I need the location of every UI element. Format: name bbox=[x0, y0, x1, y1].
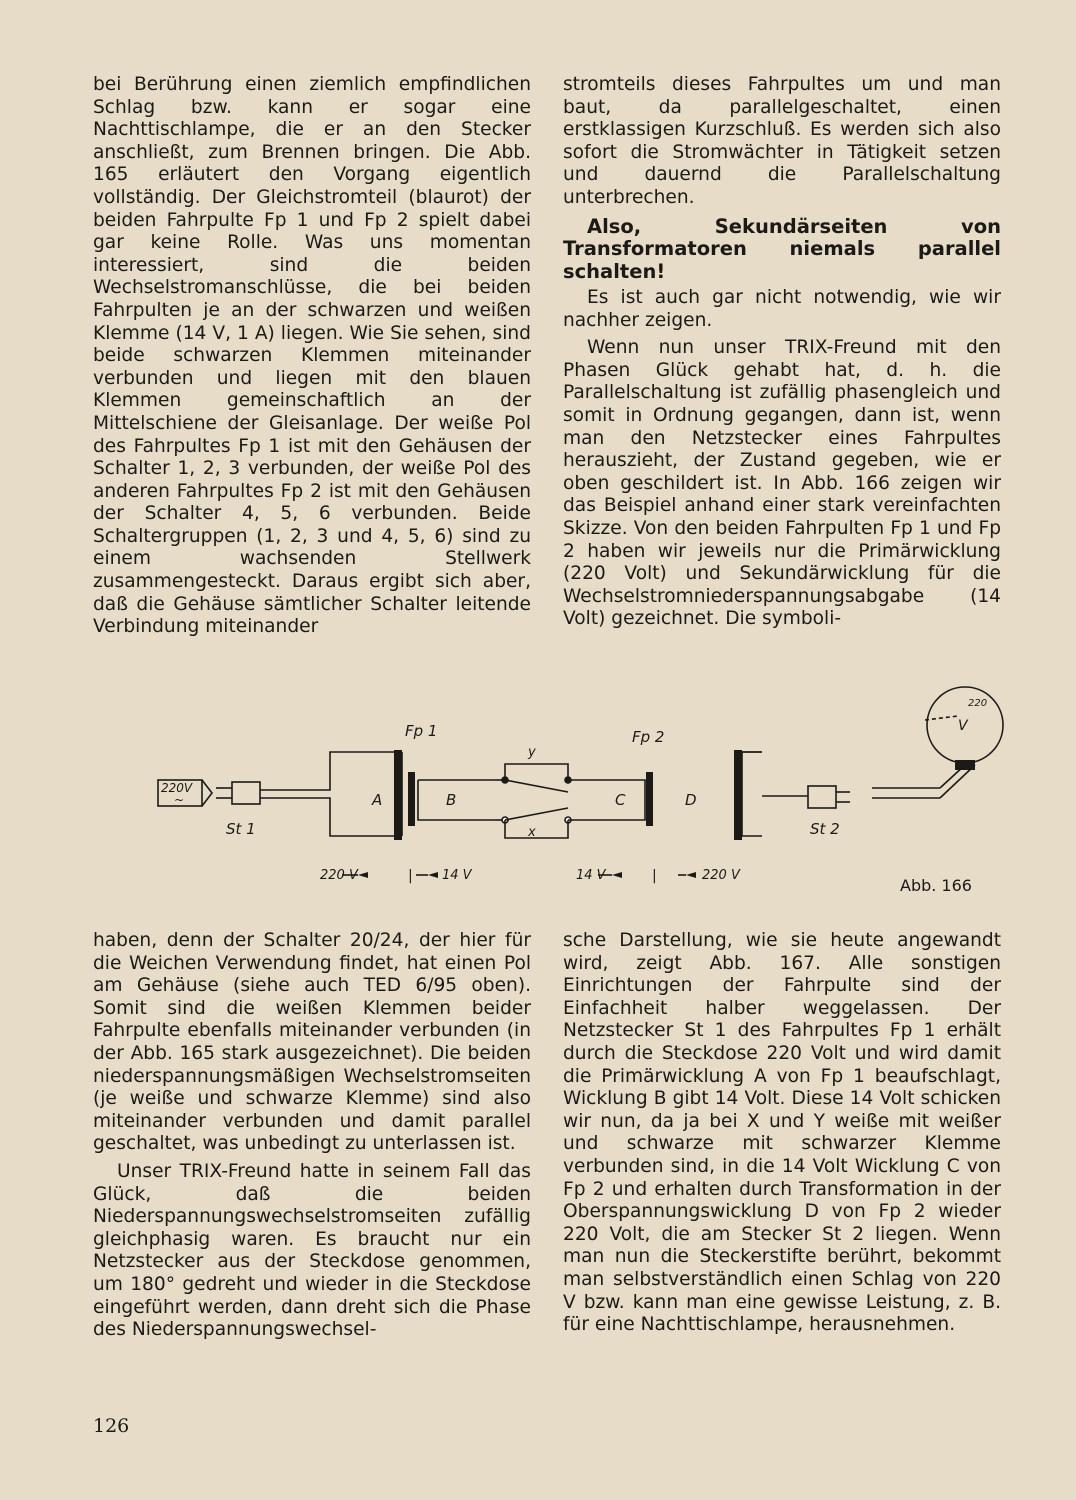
right-secondary-voltage: 14 V bbox=[576, 868, 606, 883]
voltmeter-label: V bbox=[958, 718, 968, 734]
page-number: 126 bbox=[93, 1415, 130, 1437]
source-voltage-label: 220V bbox=[161, 781, 193, 795]
source-ac-symbol: ~ bbox=[174, 793, 185, 807]
winding-a-label: A bbox=[372, 791, 383, 809]
plug-st2-label: St 2 bbox=[810, 820, 840, 838]
switch-y-label: y bbox=[528, 745, 536, 760]
paragraph: bei Berührung einen ziemlich empfindlichen Schlag bzw. kann er sogar eine Nachttischlampe, die er an den Stecker anschließt, zum Brennen bringen. Die Abb. 165 erläutert den Vorgang eigentlich vollständig. Der Gleichstromteil (blaurot) der beiden Fahrpulte Fp 1 und Fp 2 spielt dabei gar keine Rolle. Was uns momentan interessiert, sind die beiden Wechselstromanschlüsse, die bei beiden Fahrpulten je an der schwarzen und weißen Klemme (14 V, 1 A) liegen. Wie Sie sehen, sind beide schwarzen Klemmen miteinander verbunden und liegen mit den blauen Klemmen gemeinschaftlich an der Mittelschiene der Gleisanlage. Der weiße Pol des Fahrpultes Fp 1 ist mit den Gehäusen der Schalter 1, 2, 3 verbunden, der weiße Pol des anderen Fahrpultes Fp 2 ist mit den Gehäusen der Schalter 4, 5, 6 verbunden. Beide Schaltergruppen (1, 2, 3 und 4, 5, 6) sind zu einem wachsenden Stellwerk zusammengesteckt. Daraus ergibt sich aber, daß die Gehäuse sämtlicher Schalter leitende Verbindung miteinander bbox=[93, 74, 531, 638]
winding-d-label: D bbox=[685, 791, 697, 809]
paragraph: stromteils dieses Fahrpultes um und man baut, da parallelgeschaltet, einen erstklassigen Kurzschluß. Es werden sich also sofort die Stromwächter in Tätigkeit setzen und dauernd die Parallelschaltung unterbrechen. bbox=[563, 74, 1001, 208]
figure-caption: Abb. 166 bbox=[900, 876, 972, 895]
paragraph: Unser TRIX-Freund hatte in seinem Fall das Glück, daß die beiden Niederspannungswechselstromseiten zufällig gleichphasig waren. Es braucht nur ein Netzstecker aus der Steckdose genommen, um 180° gedreht und wieder in die Steckdose eingeführt werden, dann dreht sich die Phase des Niederspannungswechsel- bbox=[93, 1160, 531, 1341]
left-primary-voltage: 220 V bbox=[320, 868, 358, 883]
top-left-column bbox=[93, 74, 531, 639]
paragraph: sche Darstellung, wie sie heute angewandt wird, zeigt Abb. 167. Alle sonstigen Einrichtungen der Fahrpulte sind der Einfachheit halber weggelassen. Der Netzstecker St 1 des Fahrpultes Fp 1 erhält durch die Steckdose 220 Volt und wird damit die Primärwicklung A von Fp 1 beaufschlagt, Wicklung B gibt 14 Volt. Diese 14 Volt schicken wir nun, da ja bei X und Y weiße mit weißer und schwarze mit schwarzer Klemme verbunden sind, in die 14 Volt Wicklung C von Fp 2 und erhalten durch Transformation in der Oberspannungswicklung D von Fp 2 wieder 220 Volt, die am Stecker St 2 liegen. Wenn man nun die Steckerstifte berührt, bekommt man selbstverständlich einen Schlag von 220 V bzw. kann man eine gewisse Leistung, z. B. für eine Nachttischlampe, herausnehmen. bbox=[563, 930, 1001, 1336]
circuit-diagram bbox=[150, 680, 1010, 905]
paragraph: haben, denn der Schalter 20/24, der hier für die Weichen Verwendung findet, hat einen Pol am Gehäuse (siehe auch TED 6/95 oben). Somit sind die weißen Klemmen beider Fahrpulte ebenfalls miteinander verbunden (in der Abb. 165 stark ausgezeichnet). Die beiden niederspannungsmäßigen Wechselstromseiten (je weiße und schwarze Klemme) sind also miteinander verbunden und damit parallel geschaltet, was unbedingt zu unterlassen ist. bbox=[93, 930, 531, 1155]
bottom-right-column bbox=[563, 930, 1001, 1337]
left-divider: | bbox=[408, 868, 413, 884]
voltmeter-scale-label: 220 bbox=[968, 698, 988, 709]
bottom-left-column bbox=[93, 930, 531, 1342]
right-divider: | bbox=[652, 868, 657, 884]
left-secondary-voltage: 14 V bbox=[442, 868, 472, 883]
winding-c-label: C bbox=[615, 791, 626, 809]
fp2-label: Fp 2 bbox=[632, 728, 665, 746]
fp1-label: Fp 1 bbox=[405, 722, 438, 740]
paragraph: Wenn nun unser TRIX-Freund mit den Phasen Glück gehabt hat, d. h. die Parallelschaltung ist zufällig phasengleich und somit in Ordnung gegangen, dann ist, wenn man den Netzstecker eines Fahrpultes herauszieht, der Zustand gegeben, wie er oben geschildert ist. In Abb. 166 zeigen wir das Beispiel anhand einer stark vereinfachten Skizze. Von den beiden Fahrpulten Fp 1 und Fp 2 haben wir jeweils nur die Primärwicklung (220 Volt) und Sekundärwicklung für die Wechselstromniederspannungsabgabe (14 Volt) gezeichnet. Die symboli- bbox=[563, 337, 1001, 630]
warning-statement: Also, Sekundärseiten von Transformatoren niemals parallel schalten! bbox=[563, 214, 1001, 283]
top-right-column bbox=[563, 74, 1001, 631]
plug-st1-label: St 1 bbox=[226, 820, 256, 838]
right-primary-voltage: 220 V bbox=[702, 868, 740, 883]
winding-b-label: B bbox=[446, 791, 457, 809]
paragraph: Es ist auch gar nicht notwendig, wie wir nachher zeigen. bbox=[563, 287, 1001, 331]
switch-x-label: x bbox=[528, 825, 536, 840]
